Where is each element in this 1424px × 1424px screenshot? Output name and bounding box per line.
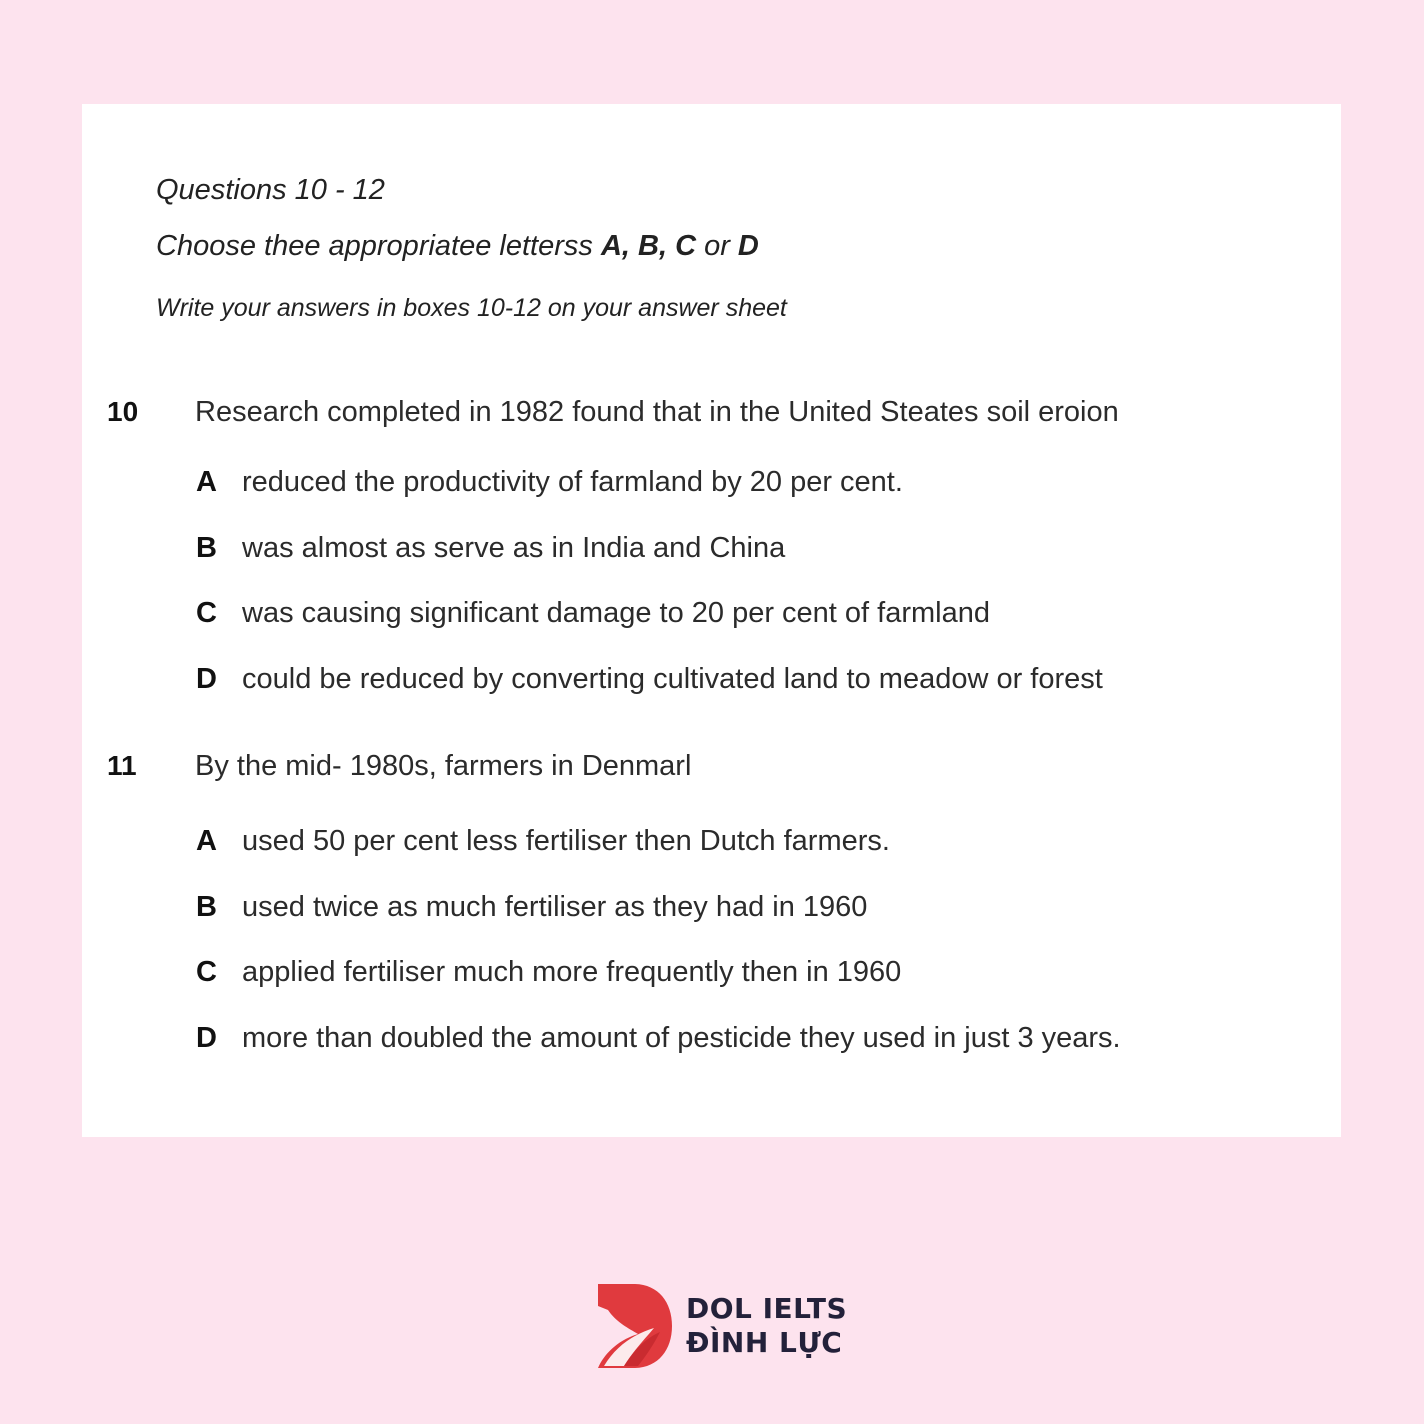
option-item	[196, 532, 785, 565]
option-letter: A	[196, 466, 217, 498]
brand-name: DOL IELTS ĐÌNH LỰC	[686, 1292, 848, 1359]
option-letter: C	[196, 956, 217, 988]
question-text: Research completed in 1982 found that in the United Steates soil eroion	[195, 396, 1119, 428]
option-item	[196, 597, 990, 630]
question-card	[82, 104, 1341, 1137]
option-letter: D	[196, 663, 217, 695]
option-item	[196, 466, 903, 499]
question-number: 10	[107, 396, 139, 427]
option-letter: D	[196, 1022, 217, 1054]
option-item	[196, 825, 890, 858]
option-text: could be reduced by converting cultivated land to meadow or forest	[242, 663, 1103, 695]
option-letter: C	[196, 597, 217, 629]
dol-logo[interactable]	[594, 1282, 847, 1370]
question-number: 11	[107, 750, 137, 781]
dol-logo-icon	[594, 1282, 672, 1370]
option-text: was causing significant damage to 20 per cent of farmland	[242, 597, 990, 629]
option-text: more than doubled the amount of pesticide they used in just 3 years.	[242, 1022, 1121, 1054]
option-item	[196, 891, 867, 924]
question-text: By the mid- 1980s, farmers in Denmarl	[195, 750, 692, 782]
questions-range-heading: Questions 10 - 12	[156, 174, 385, 206]
option-item	[196, 663, 1103, 696]
option-text: reduced the productivity of farmland by 20 per cent.	[242, 466, 903, 498]
option-letter: B	[196, 891, 217, 923]
option-text: applied fertiliser much more frequently then in 1960	[242, 956, 902, 988]
write-instruction: Write your answers in boxes 10-12 on your answer sheet	[156, 294, 787, 322]
option-item	[196, 1022, 1121, 1055]
option-letter: A	[196, 825, 217, 857]
option-text: used twice as much fertiliser as they had in 1960	[242, 891, 868, 923]
option-letter: B	[196, 532, 217, 564]
option-text: used 50 per cent less fertiliser then Dutch farmers.	[242, 825, 890, 857]
choose-instruction: Choose thee appropriatee letterss A, B, C or D	[156, 230, 759, 262]
option-text: was almost as serve as in India and China	[242, 532, 786, 564]
option-item	[196, 956, 901, 989]
